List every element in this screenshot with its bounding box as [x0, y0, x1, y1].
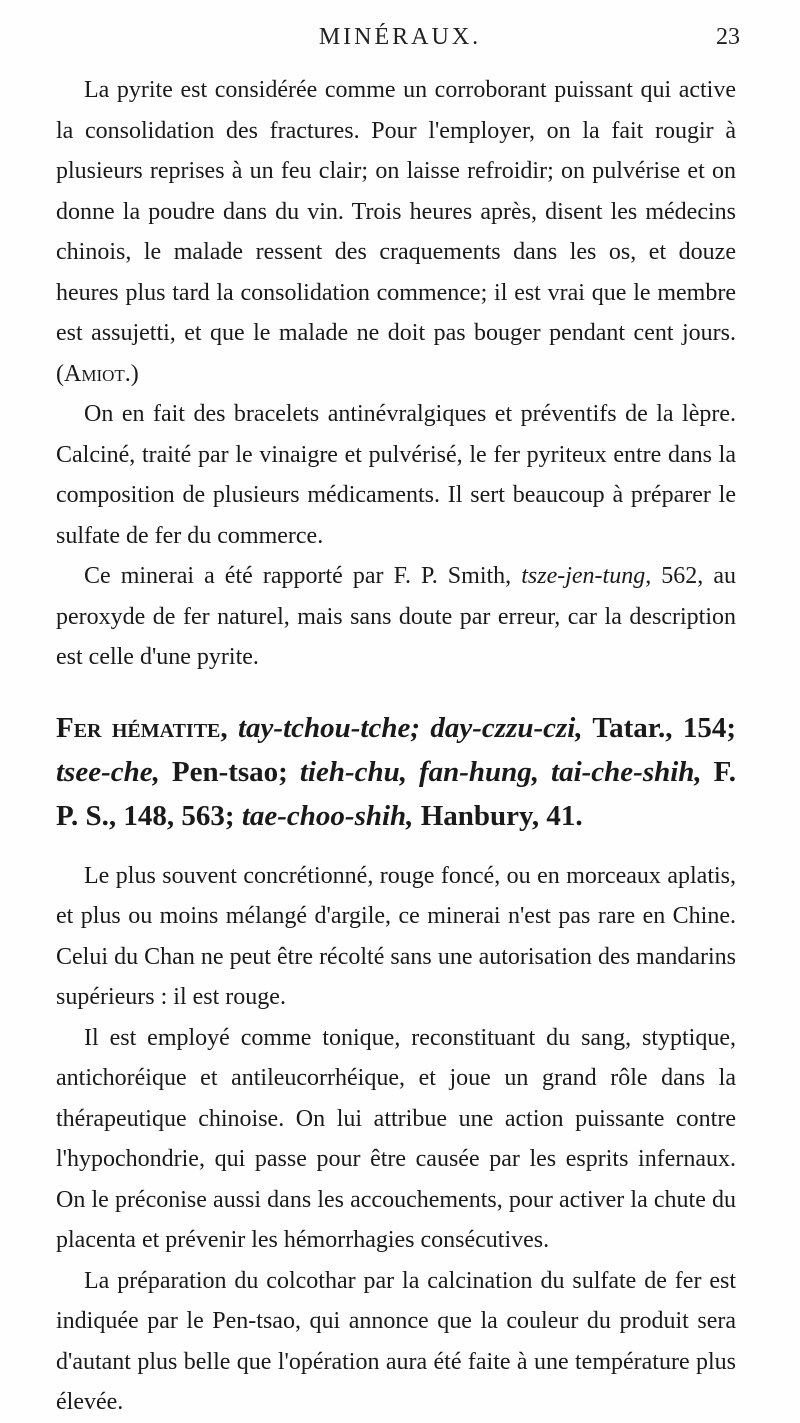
page-number: 23	[716, 24, 740, 50]
paragraph-text: Ce minerai a été rapporté par F. P. Smith,	[84, 563, 522, 589]
paragraph-pyrite-fractures	[56, 70, 736, 394]
body-text	[56, 70, 736, 1423]
chinese-term: tay-tchou-tche; day-czzu-czi,	[238, 711, 583, 744]
paragraph-text: , 562, au peroxyde de fer naturel, mais sans doute par erreur, car la description est celle d'une pyrite.	[56, 563, 736, 670]
citation: Tatar., 154;	[582, 711, 736, 744]
entry-heading-fer-hematite	[56, 706, 736, 838]
paragraph-colcothar: La préparation du colcothar par la calcination du sulfate de fer est indiquée par le Pen-tsao, qui annonce que la couleur du produit sera d'autant plus belle que l'opération aura été faite à une température plus élevée.	[56, 1267, 736, 1415]
paragraph-smith	[56, 556, 736, 678]
citation: Hanbury, 41.	[413, 799, 583, 832]
running-title: MINÉRAUX.	[318, 24, 482, 50]
paragraph-uses: Il est employé comme tonique, reconstituant du sang, styptique, antichoréique et antileucorrhéique, et joue un grand rôle dans la thérapeutique chinoise. On lui attribue une action puissante contre l'hypochondrie, qui passe pour être causée par les esprits infernaux. On le préconise aussi dans les accouchements, pour activer la chute du placenta et prévenir les hémorrhagies consécutives.	[56, 1024, 736, 1253]
chinese-term: tae-choo-shih,	[241, 799, 414, 832]
chinese-term: tieh-chu, fan-hung, tai-che-shih,	[299, 755, 702, 788]
paragraph-text: La pyrite est considérée comme un corroborant puissant qui active la consolidation des fractures. Pour l'employer, on la fait rougir à plusieurs reprises à un feu clair; on laisse refroidir; on pulvérise et on donne la poudre dans du vin. Trois heures après, disent les médecins chinois, le malade ressent des craquements dans les os, et douze heures plus tard la consolidation commence; il est vrai que le membre est assujetti, et que le malade ne doit pas bouger pendant cent jours. (	[56, 77, 736, 387]
author-citation: Amiot	[64, 360, 125, 387]
entry-title: Fer hématite	[56, 711, 221, 744]
citation: Pen-tsao;	[159, 755, 300, 788]
running-head	[0, 22, 800, 62]
paragraph-text: .)	[124, 360, 139, 387]
heading-sep: ,	[220, 711, 238, 744]
paragraph-description: Le plus souvent concrétionné, rouge foncé, ou en morceaux aplatis, et plus ou moins mélangé d'argile, ce minerai n'est pas rare en Chine. Celui du Chan ne peut être récolté sans une autorisation des mandarins supérieurs : il est rouge.	[56, 862, 736, 1010]
paragraph-bracelets: On en fait des bracelets antinévralgiques et préventifs de la lèpre. Calciné, traité par le vinaigre et pulvérisé, le fer pyriteux entre dans la composition de plusieurs médicaments. Il sert beaucoup à préparer le sulfate de fer du commerce.	[56, 401, 736, 549]
citation: F. P. S., 148, 563;	[56, 755, 736, 832]
chinese-term: tsze-jen-tung	[521, 563, 646, 589]
chinese-term: tsee-che,	[56, 755, 160, 788]
